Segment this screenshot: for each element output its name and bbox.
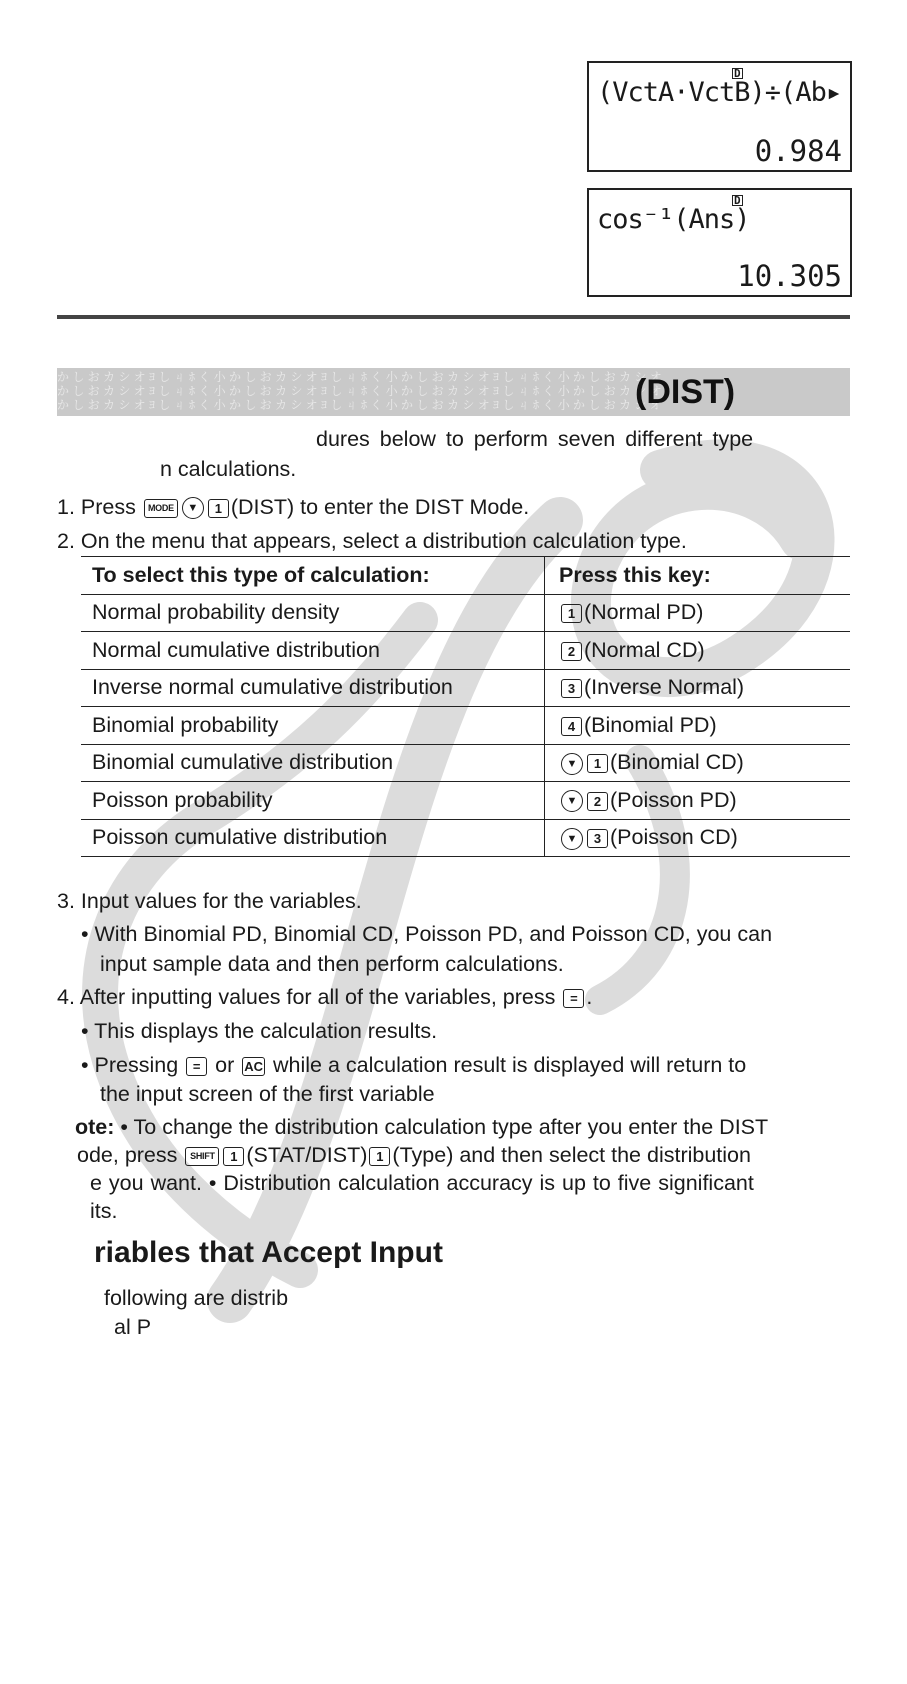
note-line-1 [75,1114,768,1140]
section-divider [57,315,850,319]
key-2: 2 [587,792,608,811]
shift-key: SHIFT [185,1147,219,1166]
key-3: 3 [561,679,582,698]
table-header-cell: Press this key: [545,557,851,595]
bullet-text: • Pressing [81,1053,179,1077]
step-number: 4. [57,985,75,1009]
bullet-text: or [215,1053,235,1077]
subsection-heading: riables that Accept Input [94,1236,443,1269]
key-label: (Poisson CD) [610,825,738,850]
key-label: (Binomial PD) [584,712,717,737]
note-text: (Type) and then select the distribution [392,1143,751,1167]
degree-indicator: D [734,194,741,207]
distribution-key-table [81,556,850,857]
table-header-row [81,557,850,595]
note-text: (STAT/DIST) [246,1143,368,1167]
note-label: ote: [75,1115,115,1139]
display-result: 10.305 [737,259,842,293]
table-row [81,594,850,632]
intro-line-2: n calculations. [160,457,297,481]
band-pattern: か し お カ シ オ ﾖ し ㄐ ﾎ く 小 か し お カ シ オ ﾖ し ㄐ ﾎ く 小 か し お カ シ オ ﾖ し ㄐ ﾎ く 小 か し お カ シ オ か し お カ シ オ ﾖ し ㄐ ﾎ く 小 か し お カ シ オ ﾖ し ㄐ ﾎ く 小 か し お カ シ オ ﾖ し ㄐ ﾎ く 小 か し お カ シ オ か し お カ シ オ ﾖ し ㄐ ﾎ く 小 か し お カ シ オ ﾖ し ㄐ ﾎ く 小 か し お カ シ オ ﾖ し ㄐ ﾎ く 小 か し お カ シ オ [57,370,662,412]
key-label: (Normal PD) [584,600,704,625]
key-1: 1 [587,754,608,773]
table-row [81,744,850,782]
key-label: (Normal CD) [584,637,705,662]
step-number: 2. [57,529,75,553]
table-header-cell: To select this type of calculation: [81,557,545,595]
key-label: (Poisson PD) [610,787,737,812]
table-cell-key [545,669,851,707]
table-cell-key [545,707,851,745]
step-2 [57,528,687,554]
table-cell-type: Binomial cumulative distribution [81,744,545,782]
down-arrow-icon: ▼ [561,753,583,775]
section-heading: (DIST) [635,373,736,411]
section-heading-band [57,368,850,416]
ac-key: AC [244,1058,264,1074]
step-number: 1. [57,495,75,519]
step-number: 3. [57,889,75,913]
subsection-line-1: following are distrib [104,1286,289,1310]
step-text: Input values for the variables. [80,889,362,913]
table-row [81,819,850,857]
table-cell-type: Poisson cumulative distribution [81,819,545,857]
equals-key: = [563,989,584,1008]
key-1: 1 [223,1147,244,1166]
step-text: After inputting values for all of the variables, press [79,985,556,1009]
key-1: 1 [369,1147,390,1166]
step-3 [57,888,362,914]
table-row [81,669,850,707]
down-arrow-icon: ▼ [182,497,204,519]
step-4-bullet-2 [81,1052,746,1078]
key-label: (Inverse Normal) [584,675,745,700]
table-cell-key [545,632,851,670]
table-cell-key [545,782,851,820]
calculator-display-1 [587,61,852,172]
note-line-2 [77,1142,751,1168]
step-4-bullet-1: • This displays the calculation results. [81,1019,438,1043]
table-row [81,632,850,670]
table-row [81,782,850,820]
step-text: On the menu that appears, select a distribution calculation type. [80,529,687,553]
key-4: 4 [561,717,582,736]
intro-line-1: dures below to perform seven different type [316,427,754,451]
down-arrow-icon: ▼ [561,790,583,812]
table-cell-key [545,594,851,632]
step-text: (DIST) to enter the DIST Mode. [230,495,530,519]
key-2: 2 [561,642,582,661]
step-1 [57,494,529,520]
down-arrow-icon: ▼ [561,828,583,850]
step-text: Press [80,495,136,519]
table-row [81,707,850,745]
subsection-line-2: al P [114,1315,152,1339]
bullet-text: while a calculation result is displayed will return to [273,1053,747,1077]
note-text: • To change the distribution calculation type after you enter the DIST [120,1115,769,1139]
degree-indicator: D [734,67,741,80]
key-1: 1 [561,604,582,623]
display-expression: cos⁻¹(Ans) [597,204,750,235]
key-label: (Binomial CD) [610,750,744,775]
table-cell-type: Normal probability density [81,594,545,632]
table-cell-type: Binomial probability [81,707,545,745]
step-3-bullet-line-1: • With Binomial PD, Binomial CD, Poisson PD, and Poisson CD, you can [81,922,773,946]
note-line-3: e you want. • Distribution calculation accuracy is up to five significant [90,1171,754,1195]
display-result: 0.984 [754,134,842,168]
display-expression: (VctA·VctB)÷(Ab▸ [597,77,842,108]
calculator-display-2 [587,188,852,297]
table-cell-key [545,819,851,857]
step-4 [57,984,592,1010]
step-4-bullet-2-line-2: the input screen of the first variable [100,1082,435,1106]
table-cell-type: Inverse normal cumulative distribution [81,669,545,707]
note-text: ode, press [77,1143,178,1167]
note-line-4: its. [90,1199,118,1223]
table-cell-type: Normal cumulative distribution [81,632,545,670]
table-cell-type: Poisson probability [81,782,545,820]
period: . [586,985,593,1009]
mode-key: MODE [144,499,178,518]
table-cell-key [545,744,851,782]
step-3-bullet-line-2: input sample data and then perform calculations. [100,952,564,976]
key-3: 3 [587,829,608,848]
key-1: 1 [208,499,229,518]
equals-key: = [186,1057,207,1076]
